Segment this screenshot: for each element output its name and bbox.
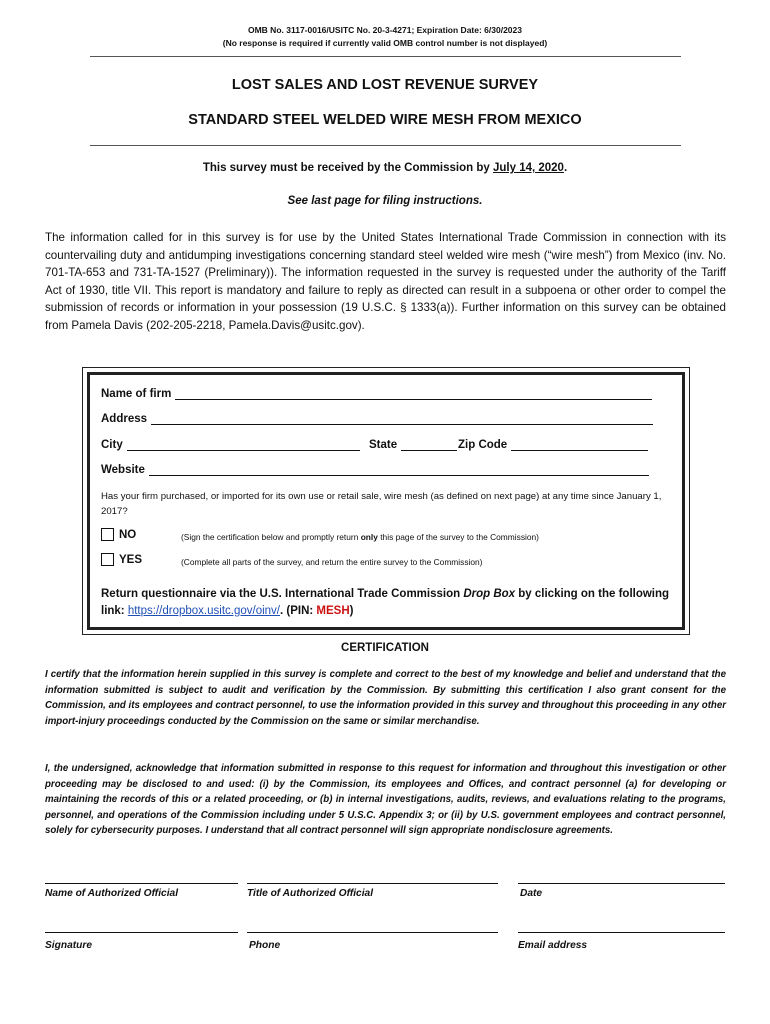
address-label: Address: [101, 413, 148, 425]
no-note-bold: only: [360, 532, 378, 542]
signature-label: Signature: [45, 940, 92, 951]
yes-option[interactable]: [101, 553, 142, 566]
dropbox-instructions: [101, 586, 671, 620]
deadline-date: July 14, 2020: [492, 162, 564, 174]
dropbox-text-close: ): [349, 605, 354, 617]
official-title-label: Title of Authorized Official: [247, 888, 374, 899]
firm-name-line[interactable]: [175, 388, 652, 400]
website-label: Website: [101, 464, 145, 476]
dropbox-text-mid: by clicking on the following link:: [101, 588, 670, 617]
website-line[interactable]: [149, 464, 649, 476]
certification-heading: CERTIFICATION: [341, 642, 429, 654]
state-line[interactable]: [401, 439, 457, 451]
no-option-note: [181, 532, 539, 542]
dropbox-link[interactable]: https://dropbox.usitc.gov/oinv/: [127, 605, 280, 617]
official-name-label: Name of Authorized Official: [45, 888, 179, 899]
firm-name-field[interactable]: [101, 388, 652, 400]
signature-line[interactable]: [45, 932, 238, 933]
zip-label: Zip Code: [458, 439, 508, 451]
phone-line[interactable]: [247, 932, 498, 933]
pin-code: MESH: [316, 605, 350, 617]
state-field[interactable]: [369, 439, 457, 451]
deadline-suffix: .: [563, 162, 568, 174]
phone-label: Phone: [249, 940, 281, 951]
official-title-line[interactable]: [247, 883, 498, 884]
no-note-post: this page of the survey to the Commission): [377, 532, 539, 542]
title-divider: [90, 145, 681, 146]
top-divider: [90, 56, 681, 57]
dropbox-text-italic: Drop Box: [463, 588, 516, 600]
city-line[interactable]: [127, 439, 360, 451]
deadline-prefix: This survey must be received by the Commission by: [202, 162, 493, 174]
omb-header: [0, 24, 770, 50]
intro-paragraph: The information called for in this survey is for use by the United States International Trade Commission in connection with its countervailing duty and antidumping investigations concerning standard steel welded wire mesh (“wire mesh”) from Mexico (inv. No. 701-TA-653 and 731-TA-1527 (Preliminary)). The information requested in the survey is requested under the authority of the Tariff Act of 1930, title VII. This report is mandatory and failure to reply as directed can result in a subpoena or other order to compel the submission of records or information in your possession (19 U.S.C. § 1333(a)). Further information on this survey can be obtained from Pamela Davis (202-205-2218, Pamela.Davis@usitc.gov).: [45, 231, 726, 332]
date-label: Date: [520, 888, 543, 899]
no-option[interactable]: [101, 528, 136, 541]
certification-paragraph-1: I certify that the information herein supplied in this survey is complete and correct to the best of my knowledge and belief and understand that the information submitted is subject to audit and verification by the Commission. By submitting this certification I also grant consent for the Commission, and its employees and contract personnel, to use the information provided in this survey and throughout this proceeding in any other import-injury proceedings conducted by the Commission on the same or similar merchandise.: [45, 669, 726, 727]
deadline-notice: [0, 162, 770, 174]
zip-line[interactable]: [511, 439, 648, 451]
certification-paragraph-2: I, the undersigned, acknowledge that information submitted in response to this request for information and throughout this investigation or other proceeding may be disclosed to and used: (i) by the Commission, its employees and Offices, and contract personnel (a) for developing or maintaining the records of this or a related proceeding, or (b) in internal investigations, audits, reviews, and evaluations relating to the programs, personnel, and operations of the Commission including under 5 U.S.C. Appendix 3; or (ii) by U.S. government employees and contract personnel, solely for cybersecurity purposes. I understand that all contract personnel will sign appropriate nondisclosure agreements.: [45, 763, 726, 836]
yes-label: YES: [119, 553, 143, 566]
survey-subtitle: STANDARD STEEL WELDED WIRE MESH FROM MEXICO: [188, 112, 582, 128]
no-note-pre: (Sign the certification below and promptly return: [181, 532, 361, 542]
address-field[interactable]: [101, 413, 653, 425]
omb-note: (No response is required if currently valid OMB control number is not displayed): [222, 38, 548, 48]
email-label: Email address: [518, 940, 588, 951]
email-line[interactable]: [518, 932, 725, 933]
zip-field[interactable]: [458, 439, 648, 451]
yes-option-note: (Complete all parts of the survey, and return the entire survey to the Commission): [181, 557, 483, 567]
official-name-line[interactable]: [45, 883, 238, 884]
yes-checkbox[interactable]: [101, 553, 114, 566]
date-line[interactable]: [518, 883, 725, 884]
state-label: State: [369, 439, 398, 451]
city-field[interactable]: [101, 439, 360, 451]
purchase-question: Has your firm purchased, or imported for its own use or retail sale, wire mesh (as defined on next page) at any time since January 1, 2017?: [101, 491, 662, 517]
no-checkbox[interactable]: [101, 528, 114, 541]
filing-instructions-note: See last page for filing instructions.: [287, 195, 483, 207]
survey-title: LOST SALES AND LOST REVENUE SURVEY: [231, 77, 539, 93]
dropbox-text-after: . (PIN:: [279, 605, 317, 617]
dropbox-text-pre: Return questionnaire via the U.S. International Trade Commission: [101, 588, 464, 600]
address-line[interactable]: [151, 413, 653, 425]
firm-name-label: Name of firm: [101, 388, 172, 400]
no-label: NO: [119, 528, 137, 541]
city-label: City: [101, 439, 123, 451]
omb-number: OMB No. 3117-0016/USITC No. 20-3-4271; Expiration Date: 6/30/2023: [247, 25, 522, 35]
website-field[interactable]: [101, 464, 649, 476]
